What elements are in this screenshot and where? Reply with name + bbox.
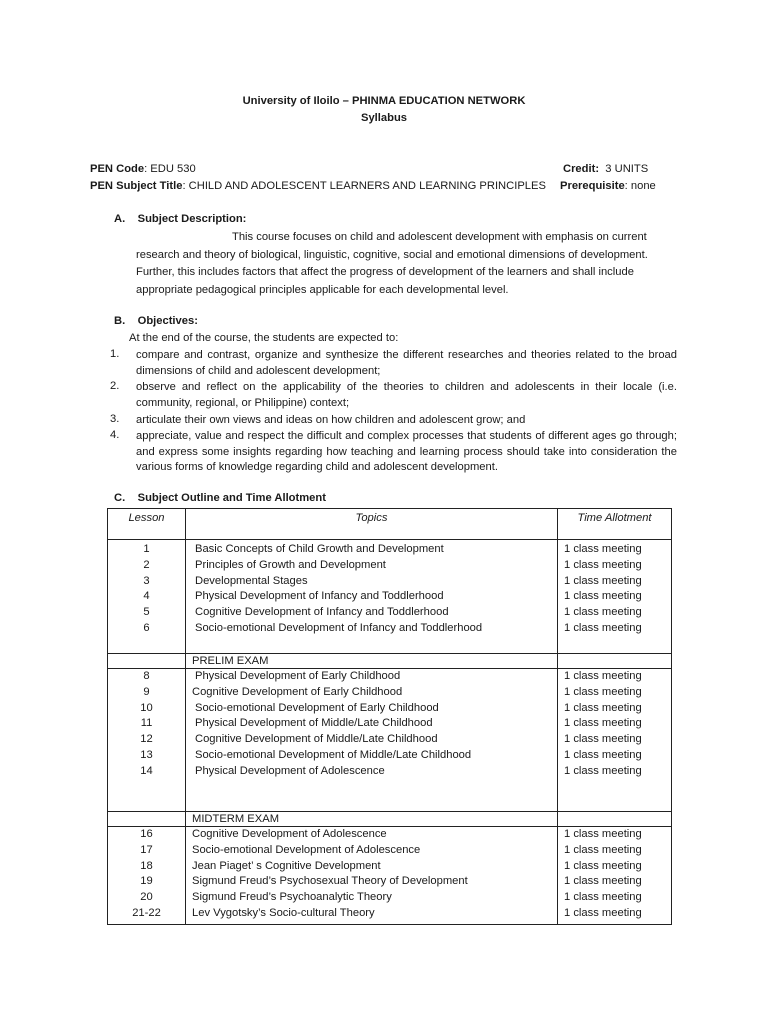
topic-cell xyxy=(186,540,558,654)
description-line: This course focuses on child and adolescent development with emphasis on current xyxy=(232,231,647,243)
topic-text: Principles of Growth and Development xyxy=(195,558,386,571)
time-text: 1 class meeting xyxy=(564,606,642,619)
table-row xyxy=(108,827,672,925)
time-cell xyxy=(558,654,672,669)
time-text: 1 class meeting xyxy=(564,891,642,904)
objective-text: observe and reflect on the applicability of the theories to children and adolescents in their locale (i.e. community, regional, or Philippine) context; xyxy=(136,381,677,409)
lesson-number: 21-22 xyxy=(132,906,161,919)
lesson-number: 6 xyxy=(143,621,150,634)
time-text: 1 class meeting xyxy=(564,859,642,872)
topic-text: Physical Development of Infancy and Toddlerhood xyxy=(195,590,444,603)
lesson-number: 9 xyxy=(143,685,150,698)
time-text: 1 class meeting xyxy=(564,590,642,603)
topic-text: Physical Development of Middle/Late Childhood xyxy=(195,717,433,730)
objective-number: 2. xyxy=(110,380,120,392)
topic-text: Cognitive Development of Adolescence xyxy=(192,828,387,840)
exam-row xyxy=(108,654,672,669)
topic-text: Cognitive Development of Early Childhood xyxy=(192,685,403,698)
table-row xyxy=(108,540,672,654)
lesson-cell xyxy=(108,669,186,812)
prerequisite-value: : none xyxy=(624,180,656,192)
prelim-exam-label: PRELIM EXAM xyxy=(186,654,558,669)
lesson-number: 5 xyxy=(143,606,150,619)
topic-text: Physical Development of Early Childhood xyxy=(195,670,401,682)
lesson-number: 12 xyxy=(140,733,153,746)
topic-text: Developmental Stages xyxy=(195,574,308,587)
document-type-title: Syllabus xyxy=(360,112,407,124)
time-text: 1 class meeting xyxy=(564,670,642,682)
time-text: 1 class meeting xyxy=(564,717,642,730)
topic-text: Lev Vygotsky’s Socio-cultural Theory xyxy=(192,906,375,919)
section-b-heading: B. Objectives: xyxy=(114,315,198,327)
time-text: 1 class meeting xyxy=(564,748,642,761)
description-line: Further, this includes factors that affect the progress of development of the learners and shall include xyxy=(136,266,634,278)
time-text: 1 class meeting xyxy=(564,843,642,856)
time-cell xyxy=(558,812,672,827)
prerequisite-label: Prerequisite xyxy=(560,180,625,192)
pen-code-label: PEN Code xyxy=(90,163,145,175)
objective-number: 3. xyxy=(110,413,120,425)
midterm-exam-label: MIDTERM EXAM xyxy=(186,812,558,827)
time-text: 1 class meeting xyxy=(564,558,642,571)
time-text: 1 class meeting xyxy=(564,574,642,587)
lesson-number: 16 xyxy=(140,828,153,840)
objective-text: articulate their own views and ideas on how children and adolescent grow; and xyxy=(136,414,526,426)
time-cell xyxy=(558,827,672,925)
time-text: 1 class meeting xyxy=(564,906,642,919)
lesson-number: 1 xyxy=(143,543,150,555)
lesson-number: 17 xyxy=(140,843,153,856)
lesson-number: 8 xyxy=(143,670,150,682)
lesson-number: 2 xyxy=(143,558,150,571)
time-cell xyxy=(558,540,672,654)
table-header-row xyxy=(108,509,672,540)
topic-text: Socio-emotional Development of Adolescence xyxy=(192,843,421,856)
subject-description xyxy=(136,229,671,299)
topic-text: Cognitive Development of Middle/Late Childhood xyxy=(195,733,438,746)
time-text: 1 class meeting xyxy=(564,543,642,555)
time-cell xyxy=(558,669,672,812)
time-text: 1 class meeting xyxy=(564,875,642,888)
lesson-number: 3 xyxy=(143,574,150,587)
objectives-intro: At the end of the course, the students are expected to: xyxy=(129,332,399,344)
topic-text: Basic Concepts of Child Growth and Development xyxy=(195,543,444,555)
credit-label: Credit: xyxy=(563,163,600,175)
lesson-number: 13 xyxy=(140,748,153,761)
time-text: 1 class meeting xyxy=(564,701,642,714)
lesson-number: 4 xyxy=(143,590,150,603)
lesson-cell xyxy=(108,827,186,925)
subject-outline-table xyxy=(107,508,672,925)
time-text: 1 class meeting xyxy=(564,685,642,698)
table-row xyxy=(108,669,672,812)
credit-line xyxy=(563,163,648,175)
topic-text: Socio-emotional Development of Early Childhood xyxy=(195,701,439,714)
lesson-column-header: Lesson xyxy=(108,509,186,540)
lesson-number: 14 xyxy=(140,764,153,777)
topic-text: Socio-emotional Development of Infancy and Toddlerhood xyxy=(195,621,483,634)
section-a-heading: A. Subject Description: xyxy=(114,213,247,225)
topic-cell xyxy=(186,669,558,812)
topic-text: Physical Development of Adolescence xyxy=(195,764,385,777)
lesson-number: 20 xyxy=(140,891,153,904)
lesson-number: 18 xyxy=(140,859,153,872)
topic-cell xyxy=(186,827,558,925)
pen-code-line xyxy=(90,163,196,175)
time-text: 1 class meeting xyxy=(564,621,642,634)
time-allotment-column-header: Time Allotment xyxy=(558,509,672,540)
lesson-cell xyxy=(108,540,186,654)
topic-text: Socio-emotional Development of Middle/Late Childhood xyxy=(195,748,472,761)
credit-value: 3 UNITS xyxy=(605,163,649,175)
objective-number: 1. xyxy=(110,348,120,360)
subject-title-value: : CHILD AND ADOLESCENT LEARNERS AND LEARNING PRINCIPLES xyxy=(182,180,546,192)
lesson-cell xyxy=(108,812,186,827)
lesson-number: 10 xyxy=(140,701,153,714)
topic-text: Sigmund Freud’s Psychoanalytic Theory xyxy=(192,891,392,904)
description-line: research and theory of biological, linguistic, cognitive, social and emotional dimensions of development. xyxy=(136,248,648,261)
institution-title: University of Iloilo – PHINMA EDUCATION NETWORK xyxy=(242,95,526,107)
topic-text: Sigmund Freud’s Psychosexual Theory of Development xyxy=(192,875,468,888)
time-text: 1 class meeting xyxy=(564,733,642,746)
pen-code-value: : EDU 530 xyxy=(144,163,196,175)
exam-row xyxy=(108,812,672,827)
time-text: 1 class meeting xyxy=(564,764,642,777)
topic-text: Cognitive Development of Infancy and Toddlerhood xyxy=(195,606,449,619)
topics-column-header: Topics xyxy=(186,509,558,540)
section-c-heading: C. Subject Outline and Time Allotment xyxy=(114,492,326,504)
time-text: 1 class meeting xyxy=(564,828,642,840)
objective-text: compare and contrast, organize and synthesize the different researches and theories related to the broad dimensions of child and adolescent development; xyxy=(136,349,677,377)
lesson-cell xyxy=(108,654,186,669)
objective-number: 4. xyxy=(110,429,120,441)
lesson-number: 19 xyxy=(140,875,153,888)
prerequisite-line xyxy=(560,180,656,192)
subject-title-line xyxy=(90,180,546,192)
topic-text: Jean Piaget’ s Cognitive Development xyxy=(192,859,381,872)
description-line: appropriate pedagogical principles applicable for each developmental level. xyxy=(136,283,509,296)
lesson-number: 11 xyxy=(140,717,153,730)
objective-text: appreciate, value and respect the difficult and complex processes that students of different ages go through; and express some insights regarding how teaching and learning process should take into consideration the various forms of knowledge regarding child and adolescent development. xyxy=(136,430,677,473)
subject-title-label: PEN Subject Title xyxy=(90,180,183,192)
